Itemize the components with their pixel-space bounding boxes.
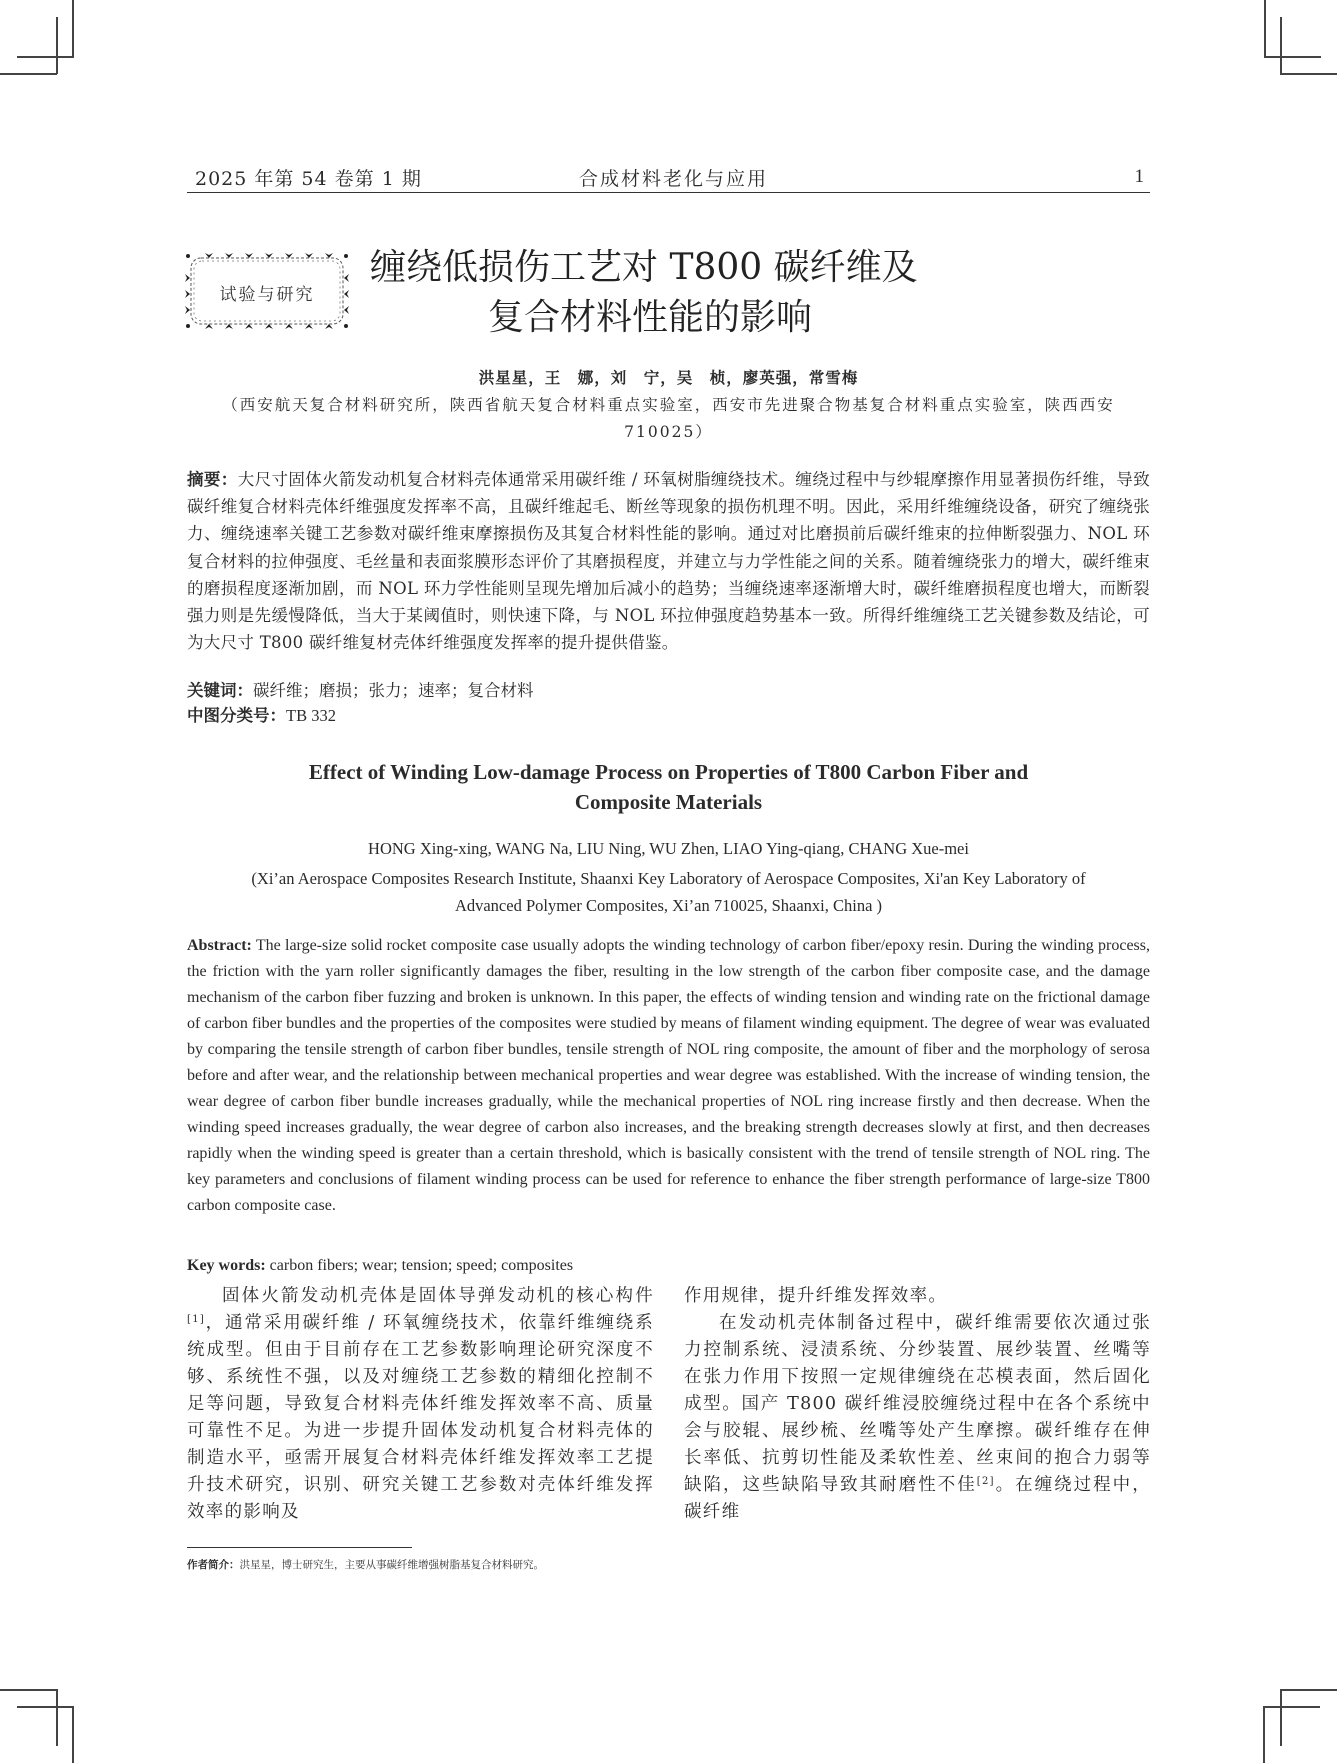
crop-mark-bottom-left-v2 (72, 1706, 74, 1763)
crop-mark-top-left-v2 (56, 17, 58, 74)
body-paragraph: 作用规律，提升纤维发挥效率。 (684, 1286, 948, 1306)
crop-mark-top-left-h2 (0, 73, 57, 75)
crop-mark-top-left-h1 (17, 56, 74, 58)
journal-name: 合成材料老化与应用 (579, 168, 769, 190)
issue-info: 2025 年第 54 卷第 1 期 (195, 168, 422, 190)
crop-mark-top-right-h1 (1264, 56, 1321, 58)
classification-cn (187, 702, 1150, 726)
body-column-right (684, 1283, 1151, 1526)
footnote-text: 洪星星，博士研究生，主要从事碳纤维增强树脂基复合材料研究。 (239, 1559, 544, 1571)
footnote-divider (187, 1547, 412, 1548)
crop-mark-top-right-v2 (1280, 17, 1282, 74)
paper-title-cn-line2: 复合材料性能的影响 (488, 297, 813, 338)
paper-title-en-line1: Effect of Winding Low-damage Process on Properties of T800 Carbon Fiber and (308, 760, 1029, 784)
authors-cn: 洪星星，王 娜，刘 宁，吴 桢，廖英强，常雪梅 (478, 369, 859, 387)
crop-mark-bottom-left-h1 (0, 1689, 57, 1691)
abstract-cn-label: 摘要： (187, 470, 238, 489)
running-header (187, 164, 1150, 193)
page-number: 1 (1134, 166, 1144, 187)
abstract-en-text: The large-size solid rocket composite case usually adopts the winding technology of carbon fiber/epoxy resin. During the winding process, the friction with the yarn roller significantly damages the fiber, resulting in the low strength of the carbon fiber composite case, and the damage mechanism of the carbon fiber fuzzing and broken is unknown. In this paper, the effects of winding tension and winding rate on the frictional damage of carbon fiber bundles and the properties of the composites were studied by means of filament winding equipment. The degree of wear was evaluated by comparing the tensile strength of carbon fiber bundles, tensile strength of NOL ring composite, the amount of fiber and the morphology of serosa before and after wear, and the relationship between mechanical properties and wear degree was established. With the increase of winding tension, the wear degree of carbon fiber bundle increases gradually, while the mechanical properties of NOL ring increase firstly and then decrease. When the winding speed increases gradually, the wear degree of carbon also increases, and the breaking strength decreases slowly at first, and then decreases rapidly when the winding speed is greater than a certain threshold, which is basically consistent with the trend of tensile strength of NOL ring. The key parameters and conclusions of filament winding process can be used for reference to enhance the fiber strength performance of large-size T800 carbon composite case. (187, 937, 1150, 1214)
affiliation-cn: （西安航天复合材料研究所，陕西省航天复合材料重点实验室，西安市先进聚合物基复合材料重点实验室，陕西西安 710025） (222, 396, 1115, 441)
keywords-cn-text: 碳纤维；磨损；张力；速率；复合材料 (253, 681, 534, 700)
abstract-en-label: Abstract: (187, 937, 252, 954)
crop-mark-bottom-left-h2 (17, 1706, 74, 1708)
author-footnote (187, 1557, 544, 1572)
abstract-cn (187, 466, 1150, 656)
crop-mark-top-right-h2 (1280, 73, 1337, 75)
crop-mark-bottom-right-h1 (1280, 1689, 1337, 1691)
column-tag-label: 试验与研究 (219, 285, 315, 305)
footnote-label: 作者简介： (187, 1559, 240, 1571)
body-text: 固体火箭发动机壳体是固体导弹发动机的核心构件 (222, 1286, 654, 1306)
keywords-en-text: carbon fibers; wear; tension; speed; composites (265, 1257, 574, 1274)
abstract-en (187, 933, 1150, 1219)
affiliation-en (187, 865, 1150, 919)
crop-mark-bottom-right-v1 (1280, 1689, 1282, 1746)
paper-title-en (187, 757, 1150, 817)
affiliation-en-line1: (Xi’an Aerospace Composites Research Institute, Shaanxi Key Laboratory of Aerospace Composites, Xi'an Key Laboratory of (251, 869, 1086, 888)
keywords-en (187, 1257, 1150, 1275)
body-paragraph (684, 1310, 1151, 1526)
crop-mark-bottom-right-v2 (1263, 1706, 1265, 1763)
authors-en: HONG Xing-xing, WANG Na, LIU Ning, WU Zhen, LIAO Ying-qiang, CHANG Xue-mei (368, 839, 969, 858)
column-tag-box (183, 250, 351, 332)
body-text: ，通常采用碳纤维 / 环氧缠绕技术，依靠纤维缠绕系统成型。但由于目前存在工艺参数影响理论研究深度不够、系统性不强，以及对缠绕工艺参数的精细化控制不足等问题，导致复合材料壳体纤维发挥效率不高、质量可靠性不足。为进一步提升固体发动机复合材料壳体的制造水平，亟需开展复合材料壳体纤维发挥效率工艺提升技术研究，识别、研究关键工艺参数对壳体纤维发挥效率的影响及 (187, 1313, 654, 1522)
paper-title-en-line2: Composite Materials (574, 790, 763, 814)
crop-mark-bottom-left-v1 (56, 1689, 58, 1746)
citation-ref[interactable]: [1] (187, 1314, 206, 1325)
crop-mark-top-left-v1 (72, 0, 74, 57)
keywords-en-label: Key words: (187, 1257, 266, 1274)
keywords-cn-label: 关键词： (187, 681, 253, 700)
citation-ref[interactable]: [2] (976, 1476, 995, 1487)
body-text: 在发动机壳体制备过程中，碳纤维需要依次通过张力控制系统、浸渍系统、分纱装置、展纱装置、丝嘴等在张力作用下按照一定规律缠绕在芯模表面，然后固化成型。国产 T800 碳纤维浸胶缠绕过程中在各个系统中会与胶辊、展纱梳、丝嘴等处产生摩擦。碳纤维存在伸长率低、抗剪切性能及柔软性差、丝束间的抱合力弱等缺陷，这些缺陷导致其耐磨性不佳 (684, 1313, 1151, 1495)
paper-title-cn-line1: 缠绕低损伤工艺对 T800 碳纤维及 (370, 247, 918, 288)
classification-cn-text: TB 332 (286, 706, 336, 725)
body-paragraph (187, 1283, 654, 1526)
paper-title-cn (370, 243, 990, 343)
abstract-cn-text: 大尺寸固体火箭发动机复合材料壳体通常采用碳纤维 / 环氧树脂缠绕技术。缠绕过程中与纱辊摩擦作用显著损伤纤维，导致碳纤维复合材料壳体纤维强度发挥率不高，且碳纤维起毛、断丝等现象的损伤机理不明。因此，采用纤维缠绕设备，研究了缠绕张力、缠绕速率关键工艺参数对碳纤维束摩擦损伤及其复合材料性能的影响。通过对比磨损前后碳纤维束的拉伸断裂强力、NOL 环复合材料的拉伸强度、毛丝量和表面浆膜形态评价了其磨损程度，并建立与力学性能之间的关系。随着缠绕张力的增大，碳纤维束的磨损程度逐渐加剧，而 NOL 环力学性能则呈现先增加后减小的趋势；当缠绕速率逐渐增大时，碳纤维磨损程度也增大，而断裂强力则是先缓慢降低，当大于某阈值时，则快速下降，与 NOL 环拉伸强度趋势基本一致。所得纤维缠绕工艺关键参数及结论，可为大尺寸 T800 碳纤维复材壳体纤维强度发挥率的提升提供借鉴。 (187, 470, 1150, 653)
classification-cn-label: 中图分类号： (187, 706, 286, 725)
body-text: 。在缠绕过程中，碳纤维 (684, 1475, 1152, 1522)
body-column-left (187, 1283, 654, 1526)
crop-mark-bottom-right-h2 (1263, 1706, 1320, 1708)
affiliation-en-line2: Advanced Polymer Composites, Xi’an 710025, Shaanxi, China ) (454, 896, 883, 915)
keywords-cn (187, 677, 1150, 701)
crop-mark-top-right-v1 (1264, 0, 1266, 57)
